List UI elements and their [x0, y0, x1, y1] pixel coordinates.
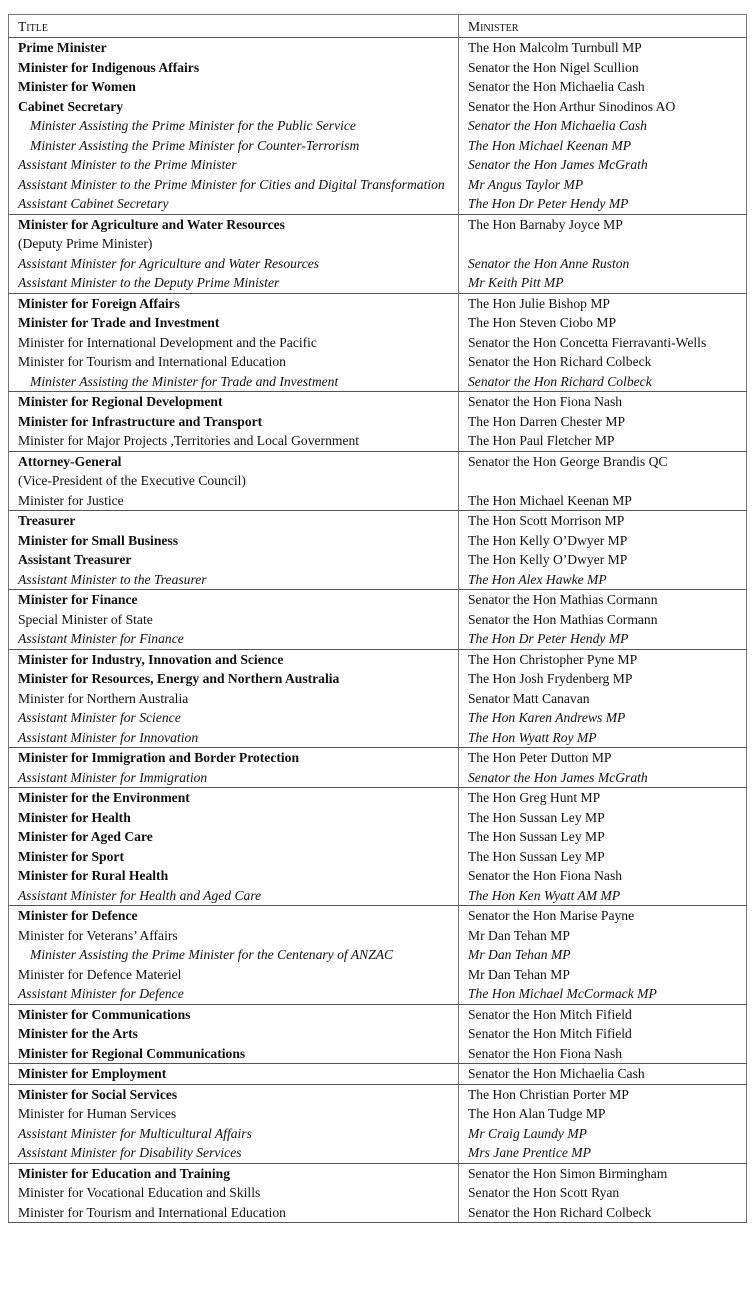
table-row: [9, 175, 747, 195]
minister-name-cell: The Hon Christian Porter MP: [459, 1084, 747, 1104]
table-row: [9, 273, 747, 293]
portfolio-title-cell: Minister for Defence Materiel: [9, 965, 459, 985]
portfolio-title-cell: Minister for Indigenous Affairs: [9, 58, 459, 78]
minister-name-cell: The Hon Alan Tudge MP: [459, 1104, 747, 1124]
minister-name-cell: Senator the Hon Michaelia Cash: [459, 77, 747, 97]
minister-name-cell: Mr Dan Tehan MP: [459, 965, 747, 985]
table-row: [9, 471, 747, 491]
table-row: [9, 827, 747, 847]
minister-name-cell: Senator the Hon Richard Colbeck: [459, 352, 747, 372]
table-row: [9, 293, 747, 313]
minister-name-cell: Senator the Hon Fiona Nash: [459, 392, 747, 412]
minister-name-cell: Senator the Hon Mitch Fifield: [459, 1024, 747, 1044]
portfolio-title-cell: Assistant Minister to the Prime Minister: [9, 155, 459, 175]
minister-name-cell: Senator the Hon Fiona Nash: [459, 866, 747, 886]
portfolio-title-cell: Assistant Minister for Defence: [9, 984, 459, 1004]
table-row: [9, 1004, 747, 1024]
portfolio-group: [9, 38, 747, 215]
portfolio-title-cell: Minister for Vocational Education and Skills: [9, 1183, 459, 1203]
minister-name-cell: Senator the Hon Richard Colbeck: [459, 1203, 747, 1223]
portfolio-title-cell: Minister for Human Services: [9, 1104, 459, 1124]
header-row: [9, 15, 747, 38]
minister-name-cell: Mr Dan Tehan MP: [459, 926, 747, 946]
minister-name-cell: Mr Keith Pitt MP: [459, 273, 747, 293]
portfolio-title-cell: Minister for Regional Development: [9, 392, 459, 412]
portfolio-title-cell: Minister for Regional Communications: [9, 1044, 459, 1064]
portfolio-title-cell: Special Minister of State: [9, 610, 459, 630]
portfolio-title-cell: Minister for Employment: [9, 1064, 459, 1085]
portfolio-title-cell: Minister for Education and Training: [9, 1163, 459, 1183]
portfolio-title-cell: Minister for International Development and the Pacific: [9, 333, 459, 353]
table-row: [9, 214, 747, 234]
table-row: [9, 708, 747, 728]
table-row: [9, 649, 747, 669]
table-row: [9, 1084, 747, 1104]
minister-name-cell: Senator the Hon Marise Payne: [459, 906, 747, 926]
portfolio-title-cell: Minister for Major Projects ,Territories and Local Government: [9, 431, 459, 451]
table-row: [9, 194, 747, 214]
table-row: [9, 768, 747, 788]
table-row: [9, 1024, 747, 1044]
table-row: [9, 965, 747, 985]
portfolio-title-cell: Minister for Northern Australia: [9, 689, 459, 709]
portfolio-title-cell: Minister for the Arts: [9, 1024, 459, 1044]
table-row: [9, 1044, 747, 1064]
table-row: [9, 590, 747, 610]
portfolio-title-cell: Minister for Small Business: [9, 531, 459, 551]
portfolio-title-cell: Minister Assisting the Minister for Trade and Investment: [9, 372, 459, 392]
table-row: [9, 333, 747, 353]
portfolio-title-cell: Minister for Finance: [9, 590, 459, 610]
minister-name-cell: Senator the Hon Michaelia Cash: [459, 116, 747, 136]
minister-name-cell: Senator the Hon James McGrath: [459, 155, 747, 175]
minister-name-cell: [459, 234, 747, 254]
table-row: [9, 77, 747, 97]
minister-name-cell: The Hon Sussan Ley MP: [459, 808, 747, 828]
minister-name-cell: Senator the Hon Mitch Fifield: [459, 1004, 747, 1024]
portfolio-title-cell: Minister for Foreign Affairs: [9, 293, 459, 313]
portfolio-title-cell: Minister for Trade and Investment: [9, 313, 459, 333]
portfolio-title-cell: (Vice-President of the Executive Council): [9, 471, 459, 491]
minister-name-cell: The Hon Julie Bishop MP: [459, 293, 747, 313]
table-row: [9, 610, 747, 630]
table-row: [9, 511, 747, 531]
minister-name-cell: Mr Dan Tehan MP: [459, 945, 747, 965]
portfolio-title-cell: (Deputy Prime Minister): [9, 234, 459, 254]
minister-name-cell: The Hon Christopher Pyne MP: [459, 649, 747, 669]
minister-name-cell: The Hon Wyatt Roy MP: [459, 728, 747, 748]
table-row: [9, 1104, 747, 1124]
table-row: [9, 728, 747, 748]
portfolio-group: [9, 392, 747, 452]
minister-name-cell: The Hon Paul Fletcher MP: [459, 431, 747, 451]
minister-name-cell: The Hon Steven Ciobo MP: [459, 313, 747, 333]
minister-name-cell: Senator the Hon Simon Birmingham: [459, 1163, 747, 1183]
table-row: [9, 313, 747, 333]
table-row: [9, 906, 747, 926]
portfolio-group: [9, 649, 747, 748]
minister-name-cell: Senator the Hon Mathias Cormann: [459, 610, 747, 630]
minister-name-cell: Senator the Hon Mathias Cormann: [459, 590, 747, 610]
table-row: [9, 945, 747, 965]
portfolio-title-cell: Assistant Minister for Immigration: [9, 768, 459, 788]
table-row: [9, 1183, 747, 1203]
minister-name-cell: The Hon Greg Hunt MP: [459, 788, 747, 808]
minister-name-cell: The Hon Dr Peter Hendy MP: [459, 629, 747, 649]
portfolio-title-cell: Attorney-General: [9, 451, 459, 471]
portfolio-title-cell: Assistant Treasurer: [9, 550, 459, 570]
table-row: [9, 748, 747, 768]
minister-name-cell: The Hon Josh Frydenberg MP: [459, 669, 747, 689]
table-row: [9, 808, 747, 828]
portfolio-group: [9, 293, 747, 392]
minister-name-cell: The Hon Ken Wyatt AM MP: [459, 886, 747, 906]
minister-name-cell: Mrs Jane Prentice MP: [459, 1143, 747, 1163]
portfolio-group: [9, 748, 747, 788]
table-row: [9, 629, 747, 649]
portfolio-title-cell: Minister Assisting the Prime Minister for the Centenary of ANZAC: [9, 945, 459, 965]
table-row: [9, 38, 747, 58]
table-row: [9, 866, 747, 886]
portfolio-title-cell: Minister for the Environment: [9, 788, 459, 808]
portfolio-title-cell: Minister for Communications: [9, 1004, 459, 1024]
portfolio-title-cell: Minister for Infrastructure and Transport: [9, 412, 459, 432]
portfolio-title-cell: Minister for Tourism and International Education: [9, 1203, 459, 1223]
portfolio-title-cell: Assistant Minister for Science: [9, 708, 459, 728]
minister-name-cell: Senator the Hon Fiona Nash: [459, 1044, 747, 1064]
portfolio-group: [9, 214, 747, 293]
portfolio-title-cell: Minister for Defence: [9, 906, 459, 926]
portfolio-title-cell: Assistant Minister for Agriculture and Water Resources: [9, 254, 459, 274]
portfolio-title-cell: Minister for Aged Care: [9, 827, 459, 847]
portfolio-title-cell: Assistant Minister to the Treasurer: [9, 570, 459, 590]
ministry-document: [8, 14, 746, 1223]
table-row: [9, 984, 747, 1004]
portfolio-title-cell: Minister for Veterans’ Affairs: [9, 926, 459, 946]
table-row: [9, 412, 747, 432]
minister-name-cell: Senator the Hon Michaelia Cash: [459, 1064, 747, 1085]
portfolio-title-cell: Assistant Minister for Finance: [9, 629, 459, 649]
portfolio-title-cell: Prime Minister: [9, 38, 459, 58]
portfolio-group: [9, 451, 747, 511]
portfolio-title-cell: Assistant Minister for Health and Aged Care: [9, 886, 459, 906]
portfolio-title-cell: Assistant Minister for Disability Services: [9, 1143, 459, 1163]
portfolio-title-cell: Minister Assisting the Prime Minister for the Public Service: [9, 116, 459, 136]
portfolio-title-cell: Minister for Social Services: [9, 1084, 459, 1104]
table-row: [9, 926, 747, 946]
table-row: [9, 155, 747, 175]
table-row: [9, 689, 747, 709]
portfolio-title-cell: Minister for Justice: [9, 491, 459, 511]
minister-name-cell: Senator the Hon Scott Ryan: [459, 1183, 747, 1203]
ministry-table: [8, 14, 747, 1223]
portfolio-group: [9, 1084, 747, 1163]
minister-name-cell: The Hon Kelly O’Dwyer MP: [459, 550, 747, 570]
portfolio-title-cell: Treasurer: [9, 511, 459, 531]
portfolio-title-cell: Minister for Sport: [9, 847, 459, 867]
portfolio-group: [9, 1064, 747, 1085]
portfolio-group: [9, 788, 747, 906]
portfolio-group: [9, 511, 747, 590]
portfolio-title-cell: Cabinet Secretary: [9, 97, 459, 117]
portfolio-title-cell: Minister for Tourism and International Education: [9, 352, 459, 372]
minister-name-cell: The Hon Karen Andrews MP: [459, 708, 747, 728]
minister-name-cell: The Hon Barnaby Joyce MP: [459, 214, 747, 234]
minister-name-cell: Senator the Hon Concetta Fierravanti-Wells: [459, 333, 747, 353]
minister-name-cell: The Hon Peter Dutton MP: [459, 748, 747, 768]
portfolio-title-cell: Minister for Women: [9, 77, 459, 97]
table-header: [9, 15, 747, 38]
portfolio-group: [9, 1004, 747, 1064]
minister-name-cell: The Hon Sussan Ley MP: [459, 847, 747, 867]
table-row: [9, 451, 747, 471]
table-row: [9, 431, 747, 451]
table-row: [9, 570, 747, 590]
table-row: [9, 1163, 747, 1183]
portfolio-title-cell: Assistant Minister to the Prime Minister for Cities and Digital Transformation: [9, 175, 459, 195]
table-row: [9, 116, 747, 136]
minister-name-cell: [459, 471, 747, 491]
minister-name-cell: The Hon Scott Morrison MP: [459, 511, 747, 531]
portfolio-title-cell: Minister for Rural Health: [9, 866, 459, 886]
minister-name-cell: The Hon Sussan Ley MP: [459, 827, 747, 847]
table-row: [9, 531, 747, 551]
minister-column-header: Minister: [459, 15, 747, 38]
portfolio-title-cell: Assistant Minister for Innovation: [9, 728, 459, 748]
table-row: [9, 97, 747, 117]
table-row: [9, 58, 747, 78]
table-row: [9, 886, 747, 906]
table-row: [9, 669, 747, 689]
portfolio-group: [9, 906, 747, 1005]
minister-name-cell: Senator the Hon Nigel Scullion: [459, 58, 747, 78]
portfolio-title-cell: Minister for Industry, Innovation and Science: [9, 649, 459, 669]
table-row: [9, 788, 747, 808]
table-row: [9, 491, 747, 511]
title-column-header: Title: [9, 15, 459, 38]
minister-name-cell: Mr Angus Taylor MP: [459, 175, 747, 195]
minister-name-cell: Senator Matt Canavan: [459, 689, 747, 709]
minister-name-cell: Senator the Hon James McGrath: [459, 768, 747, 788]
portfolio-title-cell: Minister for Immigration and Border Protection: [9, 748, 459, 768]
portfolio-title-cell: Minister for Health: [9, 808, 459, 828]
minister-name-cell: The Hon Darren Chester MP: [459, 412, 747, 432]
table-row: [9, 392, 747, 412]
table-row: [9, 234, 747, 254]
minister-name-cell: The Hon Malcolm Turnbull MP: [459, 38, 747, 58]
minister-name-cell: The Hon Michael Keenan MP: [459, 491, 747, 511]
portfolio-title-cell: Minister for Resources, Energy and Northern Australia: [9, 669, 459, 689]
minister-name-cell: The Hon Alex Hawke MP: [459, 570, 747, 590]
portfolio-title-cell: Assistant Minister for Multicultural Affairs: [9, 1124, 459, 1144]
minister-name-cell: Senator the Hon Richard Colbeck: [459, 372, 747, 392]
table-row: [9, 1203, 747, 1223]
portfolio-title-cell: Minister Assisting the Prime Minister for Counter-Terrorism: [9, 136, 459, 156]
minister-name-cell: Senator the Hon George Brandis QC: [459, 451, 747, 471]
portfolio-group: [9, 1163, 747, 1223]
minister-name-cell: The Hon Kelly O’Dwyer MP: [459, 531, 747, 551]
table-row: [9, 1143, 747, 1163]
table-row: [9, 254, 747, 274]
portfolio-title-cell: Assistant Minister to the Deputy Prime Minister: [9, 273, 459, 293]
minister-name-cell: The Hon Michael McCormack MP: [459, 984, 747, 1004]
table-row: [9, 1124, 747, 1144]
table-row: [9, 1064, 747, 1085]
minister-name-cell: Senator the Hon Arthur Sinodinos AO: [459, 97, 747, 117]
portfolio-group: [9, 590, 747, 650]
table-row: [9, 550, 747, 570]
minister-name-cell: Mr Craig Laundy MP: [459, 1124, 747, 1144]
table-row: [9, 372, 747, 392]
table-row: [9, 136, 747, 156]
minister-name-cell: Senator the Hon Anne Ruston: [459, 254, 747, 274]
portfolio-title-cell: Assistant Cabinet Secretary: [9, 194, 459, 214]
portfolio-title-cell: Minister for Agriculture and Water Resources: [9, 214, 459, 234]
table-row: [9, 352, 747, 372]
minister-name-cell: The Hon Michael Keenan MP: [459, 136, 747, 156]
minister-name-cell: The Hon Dr Peter Hendy MP: [459, 194, 747, 214]
table-row: [9, 847, 747, 867]
